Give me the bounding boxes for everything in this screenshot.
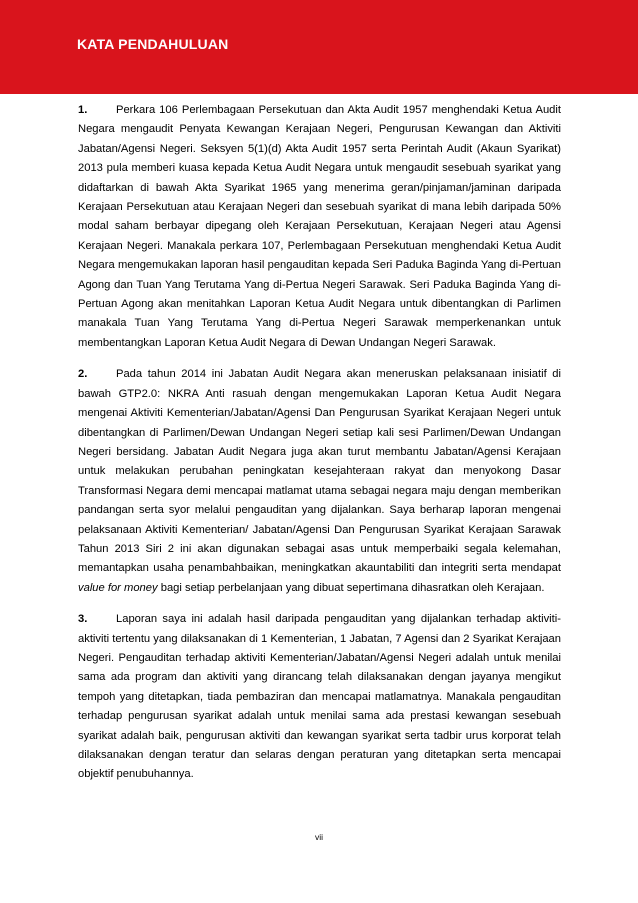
- paragraph-number: 1.: [78, 104, 88, 116]
- paragraph-number: 2.: [78, 368, 88, 381]
- page-number: vii: [314, 832, 324, 842]
- paragraph-text: Pada tahun 2014 ini Jabatan Audit Negara akan meneruskan pelaksanaan inisiatif di bawah GTP2.0: NKRA Anti rasuah dengan mengemukakan Laporan Ketua Audit Negara mengenai Aktiviti Kementerian/Jabatan/Agensi Dan Pengurusan Syarikat Kerajaan Negeri untuk dibentangkan di Parlimen/Dewan Undangan Negeri setiap kali sesi Parlimen/Dewan Undangan Negeri bersidang. Jabatan Audit Negara juga akan turut membantu Jabatan/Agensi Kerajaan untuk melakukan perubahan peningkatan kesejahteraan rakyat dan menyokong Dasar Transformasi Negara demi mencapai matlamat utama sebagai negara maju dengan memberikan pandangan serta syor melalui pengauditan yang dijalankan. Saya berharap laporan mengenai pelaksanaan Aktiviti Kementerian/ Jabatan/Agensi Dan Pengurusan Syarikat Kerajaan Sarawak Tahun 2013 Siri 2 ini akan digunakan sebagai asas untuk memperbaiki segala kelemahan, memantapkan usaha penambahbaikan, meningkatkan akauntabiliti dan integriti serta mendapat: [78, 368, 561, 575]
- paragraph-text-end: bagi setiap perbelanjaan yang dibuat sepertimana dihasratkan oleh Kerajaan.: [160, 581, 545, 594]
- paragraph-2: [78, 365, 561, 598]
- paragraph-text: Laporan saya ini adalah hasil daripada pengauditan yang dijalankan terhadap aktiviti-aktiviti tertentu yang dilaksanakan di 1 Kementerian, 1 Jabatan, 7 Agensi dan 2 Syarikat Kerajaan Negeri. Pengauditan terhadap aktiviti Kementerian/Jabatan/Agensi Negeri adalah untuk menilai sama ada program dan aktiviti yang dirancang telah dilaksanakan dengan jayanya mengikut tempoh yang ditetapkan, tiada pembaziran dan mencapai matlamatnya. Manakala pengauditan terhadap pengurusan syarikat adalah untuk menilai sama ada prestasi kewangan sesebuah syarikat adalah baik, pengurusan aktiviti dan kewangan syarikat serta tadbir urus korporat telah dilaksanakan dengan teratur dan selaras dengan peraturan yang ditetapkan serta mencapai objektif penubuhannya.: [78, 613, 561, 781]
- main-content: [78, 101, 561, 797]
- italic-phrase: value for money: [78, 581, 158, 594]
- paragraph-1: [78, 101, 561, 353]
- paragraph-number: 3.: [78, 613, 88, 626]
- header-banner: [0, 0, 638, 94]
- paragraph-text: Perkara 106 Perlembagaan Persekutuan dan Akta Audit 1957 menghendaki Ketua Audit Negara mengaudit Penyata Kewangan Kerajaan Negeri, Pengurusan Kewangan dan Aktiviti Jabatan/Agensi Negeri. Seksyen 5(1)(d) Akta Audit 1957 serta Perintah Audit (Akaun Syarikat) 2013 pula memberi kuasa kepada Ketua Audit Negara untuk mengaudit sesebuah syarikat yang didaftarkan di bawah Akta Syarikat 1965 yang menerima geran/pinjaman/jaminan daripada Kerajaan Persekutuan atau Kerajaan Negeri dan sesebuah syarikat di mana lebih daripada 50% modal saham berbayar dipegang oleh Kerajaan Persekutuan, Kerajaan Negeri atau Agensi Kerajaan Negeri. Manakala perkara 107, Perlembagaan Persekutuan menghendaki Ketua Audit Negara mengemukakan laporan hasil pengauditan kepada Seri Paduka Baginda Yang di-Pertuan Agong dan Tuan Yang Terutama Yang di-Pertua Negeri Sarawak. Seri Paduka Baginda Yang di-Pertuan Agong akan menitahkan Laporan Ketua Audit Negara untuk dibentangkan di Parlimen manakala Tuan Yang Terutama Yang di-Pertua Negeri Sarawak memperkenankan untuk membentangkan Laporan Ketua Audit Negara di Dewan Undangan Negeri Sarawak.: [78, 104, 561, 349]
- paragraph-3: [78, 610, 561, 785]
- page-title: KATA PENDAHULUAN: [77, 36, 229, 52]
